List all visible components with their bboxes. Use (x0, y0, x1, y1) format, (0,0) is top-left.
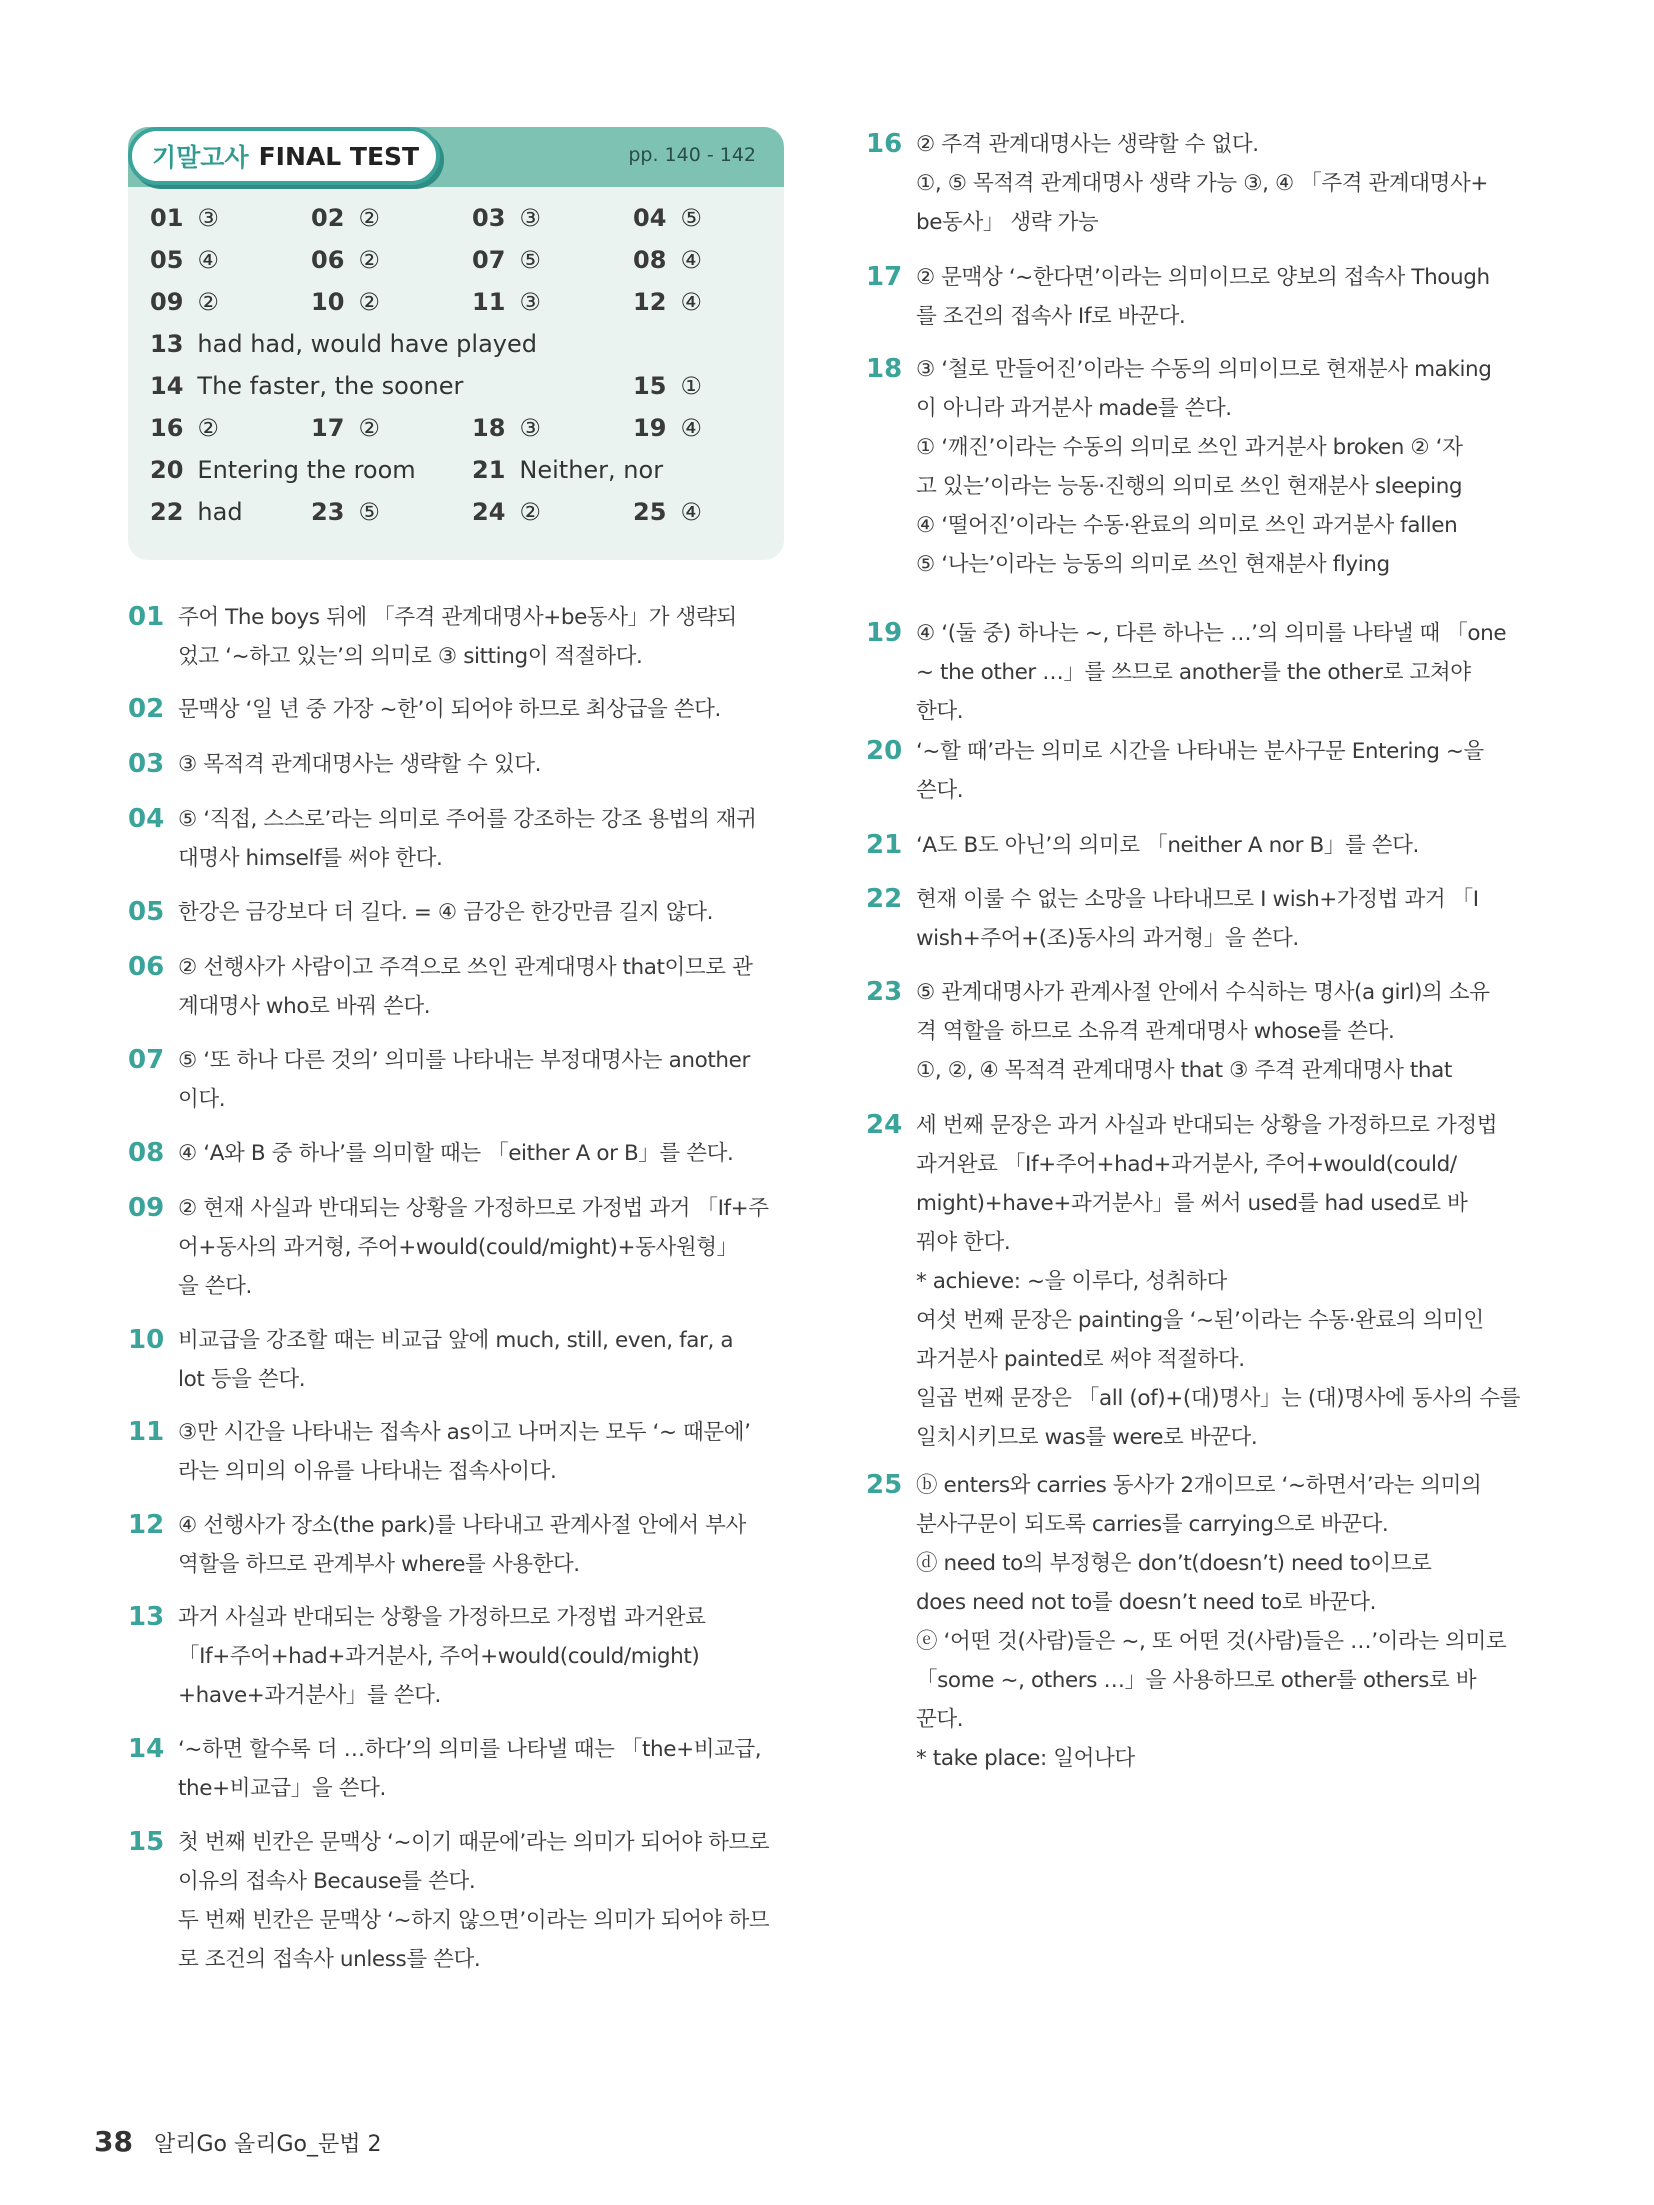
question-number: 08 (128, 1138, 165, 1168)
explanation-item (866, 826, 1526, 865)
explanation-text: ⑤ ‘직접, 스스로’라는 의미로 주어를 강조하는 강조 용법의 재귀 대명사 himself를 써야 한다. (178, 807, 757, 871)
question-number: 01 (128, 602, 165, 632)
explanation-item (866, 732, 1526, 810)
answer-number: 14 (150, 372, 184, 400)
question-number: 23 (866, 977, 903, 1007)
question-number: 10 (128, 1325, 165, 1355)
answer-value: ② (197, 288, 219, 316)
explanation-text: 세 번째 문장은 과거 사실과 반대되는 상황을 가정하므로 가정법 과거완료 「If+주어+had+과거분사, 주어+would(could/ might)+have+과거분사」를 써서 used를 had used로 바 꿔야 한다. * achieve: ~을 이루다, 성취하다 여섯 번째 문장은 painting을 ‘~된’이라는 수동·완료의 의미인 과거분사 painted로 써야 적절하다. 일곱 번째 문장은 「all (of)+(대)명사」는 (대)명사에 동사의 수를 일치시키므로 was를 were로 바꾼다. (916, 1113, 1521, 1450)
explanation-item (128, 948, 788, 1026)
question-number: 05 (128, 897, 165, 927)
answer-number: 04 (633, 204, 667, 232)
answer-item (311, 491, 380, 533)
answer-box-header (128, 127, 784, 187)
title-korean: 기말고사 (152, 143, 249, 172)
title-english: FINAL TEST (258, 141, 420, 171)
explanation-item (866, 258, 1526, 336)
explanation-text: 현재 이룰 수 없는 소망을 나타내므로 I wish+가정법 과거 「I wish+주어+(조)동사의 과거형」을 쓴다. (916, 887, 1479, 951)
explanation-item (128, 800, 788, 878)
answer-item (472, 407, 541, 449)
answer-number: 07 (472, 246, 506, 274)
explanation-item (128, 1413, 788, 1491)
answer-item (311, 197, 380, 239)
answer-item (150, 281, 219, 323)
answer-item (472, 197, 541, 239)
answer-item (472, 449, 663, 491)
answer-item (633, 239, 702, 281)
explanation-text: 문맥상 ‘일 년 중 가장 ~한’이 되어야 하므로 최상급을 쓴다. (178, 697, 721, 722)
answer-number: 03 (472, 204, 506, 232)
answer-value: ⑤ (519, 246, 541, 274)
explanation-text: 비교급을 강조할 때는 비교급 앞에 much, still, even, far, a lot 등을 쓴다. (178, 1328, 734, 1392)
answer-item (150, 365, 463, 407)
explanation-text: ⓑ enters와 carries 동사가 2개이므로 ‘~하면서’라는 의미의 분사구문이 되도록 carries를 carrying으로 바꾼다. ⓓ need to의 부정형은 don’t(doesn’t) need to이므로 does need not to를 doesn’t need to로 바꾼다. ⓔ ‘어떤 것(사람)들은 ~, 또 어떤 것(사람)들은 …’이라는 의미로 「some ~, others …」을 사용하므로 other를 others로 바 꾼다. * take place: 일어나다 (916, 1473, 1507, 1771)
answer-item (633, 365, 702, 407)
answer-number: 06 (311, 246, 345, 274)
answer-value: ② (358, 246, 380, 274)
explanation-item (128, 690, 788, 729)
explanation-item (128, 1134, 788, 1173)
explanation-item (866, 614, 1526, 731)
explanation-item (128, 1189, 788, 1306)
answer-value: ⑤ (358, 498, 380, 526)
book-title: 알리Go 올리Go_문법 2 (153, 2132, 382, 2157)
answer-number: 02 (311, 204, 345, 232)
explanation-text: ‘A도 B도 아닌’의 의미로 「neither A nor B」를 쓴다. (916, 833, 1419, 858)
answer-number: 20 (150, 456, 184, 484)
explanation-item (128, 1730, 788, 1808)
explanation-text: 주어 The boys 뒤에 「주격 관계대명사+be동사」가 생략되 었고 ‘~하고 있는’의 의미로 ③ sitting이 적절하다. (178, 605, 737, 669)
explanation-item (866, 880, 1526, 958)
explanation-text: ④ ‘A와 B 중 하나’를 의미할 때는 「either A or B」를 쓴다. (178, 1141, 734, 1166)
explanation-text: ② 주격 관계대명사는 생략할 수 없다. ①, ⑤ 목적격 관계대명사 생략 가능 ③, ④ 「주격 관계대명사+ be동사」 생략 가능 (916, 132, 1489, 235)
question-number: 02 (128, 694, 165, 724)
answer-item (311, 239, 380, 281)
answer-number: 11 (472, 288, 506, 316)
answer-item (633, 407, 702, 449)
answer-value: ② (358, 414, 380, 442)
explanation-text: ⑤ ‘또 하나 다른 것의’ 의미를 나타내는 부정대명사는 another 이다. (178, 1048, 750, 1112)
answer-number: 19 (633, 414, 667, 442)
answer-value: had (197, 498, 243, 526)
explanation-text: ‘~할 때’라는 의미로 시간을 나타내는 분사구문 Entering ~을 쓴다. (916, 739, 1484, 803)
answer-value: ③ (519, 204, 541, 232)
answer-number: 09 (150, 288, 184, 316)
answer-value: The faster, the sooner (197, 372, 464, 400)
explanation-text: ④ 선행사가 장소(the park)를 나타내고 관계사절 안에서 부사 역할을 하므로 관계부사 where를 사용한다. (178, 1513, 746, 1577)
answer-number: 18 (472, 414, 506, 442)
explanation-text: ② 문맥상 ‘~한다면’이라는 의미이므로 양보의 접속사 Though 를 조건의 접속사 If로 바꾼다. (916, 265, 1490, 329)
answer-value: ③ (197, 204, 219, 232)
question-number: 06 (128, 952, 165, 982)
answer-value: ② (358, 288, 380, 316)
final-test-answer-box (128, 127, 784, 560)
answer-number: 08 (633, 246, 667, 274)
answer-item (311, 407, 380, 449)
question-number: 11 (128, 1417, 165, 1447)
explanation-item (128, 1598, 788, 1715)
answer-value: ④ (680, 498, 702, 526)
answer-value: ⑤ (680, 204, 702, 232)
answer-value: ② (358, 204, 380, 232)
answer-value: Neither, nor (519, 456, 664, 484)
question-number: 17 (866, 262, 903, 292)
explanation-item (866, 973, 1526, 1090)
explanation-text: ③ 목적격 관계대명사는 생략할 수 있다. (178, 752, 542, 777)
question-number: 04 (128, 804, 165, 834)
answer-item (150, 449, 416, 491)
explanation-item (128, 745, 788, 784)
explanation-item (866, 1106, 1526, 1457)
answer-item (150, 197, 219, 239)
answer-number: 25 (633, 498, 667, 526)
explanation-item (128, 1321, 788, 1399)
answer-number: 16 (150, 414, 184, 442)
question-number: 18 (866, 354, 903, 384)
answer-number: 22 (150, 498, 184, 526)
question-number: 12 (128, 1510, 165, 1540)
page-number: 38 (94, 2125, 133, 2158)
answer-value: ④ (680, 246, 702, 274)
question-number: 07 (128, 1045, 165, 1075)
page-range: pp. 140 - 142 (628, 144, 756, 166)
final-test-title (128, 127, 440, 185)
answer-number: 13 (150, 330, 184, 358)
question-number: 16 (866, 129, 903, 159)
question-number: 09 (128, 1193, 165, 1223)
explanation-item (866, 1466, 1526, 1778)
answer-value: ② (197, 414, 219, 442)
answer-value: ③ (519, 414, 541, 442)
answer-value: ② (519, 498, 541, 526)
explanation-text: ④ ‘(둘 중) 하나는 ~, 다른 하나는 …’의 의미를 나타낼 때 「one ~ the other …」를 쓰므로 another를 the other로 고쳐야 한다. (916, 621, 1507, 724)
answer-item (633, 281, 702, 323)
question-number: 14 (128, 1734, 165, 1764)
question-number: 15 (128, 1827, 165, 1857)
explanation-text: ⑤ 관계대명사가 관계사절 안에서 수식하는 명사(a girl)의 소유 격 역할을 하므로 소유격 관계대명사 whose를 쓴다. ①, ②, ④ 목적격 관계대명사 that ③ 주격 관계대명사 that (916, 980, 1490, 1083)
page-footer (94, 2125, 381, 2158)
answer-number: 05 (150, 246, 184, 274)
explanation-text: 한강은 금강보다 더 길다. = ④ 금강은 한강만큼 길지 않다. (178, 900, 714, 925)
answer-value: ① (680, 372, 702, 400)
answer-number: 10 (311, 288, 345, 316)
question-number: 21 (866, 830, 903, 860)
explanation-item (128, 1823, 788, 1979)
answer-item (150, 491, 243, 533)
answer-number: 17 (311, 414, 345, 442)
question-number: 22 (866, 884, 903, 914)
answer-value: ③ (519, 288, 541, 316)
explanation-text: ‘~하면 할수록 더 …하다’의 의미를 나타낼 때는 「the+비교급, the+비교급」을 쓴다. (178, 1737, 762, 1801)
answer-item (633, 197, 702, 239)
question-number: 19 (866, 618, 903, 648)
explanation-item (128, 598, 788, 676)
explanation-text: ③만 시간을 나타내는 접속사 as이고 나머지는 모두 ‘~ 때문에’ 라는 의미의 이유를 나타내는 접속사이다. (178, 1420, 751, 1484)
answer-value: had had, would have played (197, 330, 537, 358)
answer-value: Entering the room (197, 456, 416, 484)
explanation-item (866, 350, 1526, 584)
question-number: 03 (128, 749, 165, 779)
answer-item (150, 239, 219, 281)
answer-value: ④ (680, 288, 702, 316)
question-number: 20 (866, 736, 903, 766)
answer-item (472, 281, 541, 323)
answer-number: 24 (472, 498, 506, 526)
answer-item (472, 239, 541, 281)
answer-value: ④ (197, 246, 219, 274)
explanation-item (128, 1506, 788, 1584)
explanation-item (128, 1041, 788, 1119)
answer-number: 23 (311, 498, 345, 526)
answer-grid (150, 197, 770, 547)
explanation-item (866, 125, 1526, 242)
answer-item (633, 491, 702, 533)
answer-item (150, 407, 219, 449)
answer-number: 15 (633, 372, 667, 400)
answer-value: ④ (680, 414, 702, 442)
question-number: 25 (866, 1470, 903, 1500)
explanation-text: ③ ‘철로 만들어진’이라는 수동의 의미이므로 현재분사 making 이 아니라 과거분사 made를 쓴다. ① ‘깨진’이라는 수동의 의미로 쓰인 과거분사 broken ② ‘자 고 있는’이라는 능동·진행의 의미로 쓰인 현재분사 sleeping ④ ‘떨어진’이라는 수동·완료의 의미로 쓰인 과거분사 fallen ⑤ ‘나는’이라는 능동의 의미로 쓰인 현재분사 flying (916, 357, 1492, 577)
explanation-text: 첫 번째 빈칸은 문맥상 ‘~이기 때문에’라는 의미가 되어야 하므로 이유의 접속사 Because를 쓴다. 두 번째 빈칸은 문맥상 ‘~하지 않으면’이라는 의미가 되어야 하므 로 조건의 접속사 unless를 쓴다. (178, 1830, 770, 1972)
explanation-text: 과거 사실과 반대되는 상황을 가정하므로 가정법 과거완료 「If+주어+had+과거분사, 주어+would(could/might) +have+과거분사」를 쓴다. (178, 1605, 706, 1708)
question-number: 24 (866, 1110, 903, 1140)
answer-number: 01 (150, 204, 184, 232)
answer-number: 12 (633, 288, 667, 316)
explanation-text: ② 현재 사실과 반대되는 상황을 가정하므로 가정법 과거 「If+주 어+동사의 과거형, 주어+would(could/might)+동사원형」 을 쓴다. (178, 1196, 769, 1299)
explanation-item (128, 893, 788, 932)
answer-item (150, 323, 537, 365)
answer-item (472, 491, 541, 533)
explanation-text: ② 선행사가 사람이고 주격으로 쓰인 관계대명사 that이므로 관 계대명사 who로 바꿔 쓴다. (178, 955, 753, 1019)
answer-number: 21 (472, 456, 506, 484)
answer-item (311, 281, 380, 323)
question-number: 13 (128, 1602, 165, 1632)
